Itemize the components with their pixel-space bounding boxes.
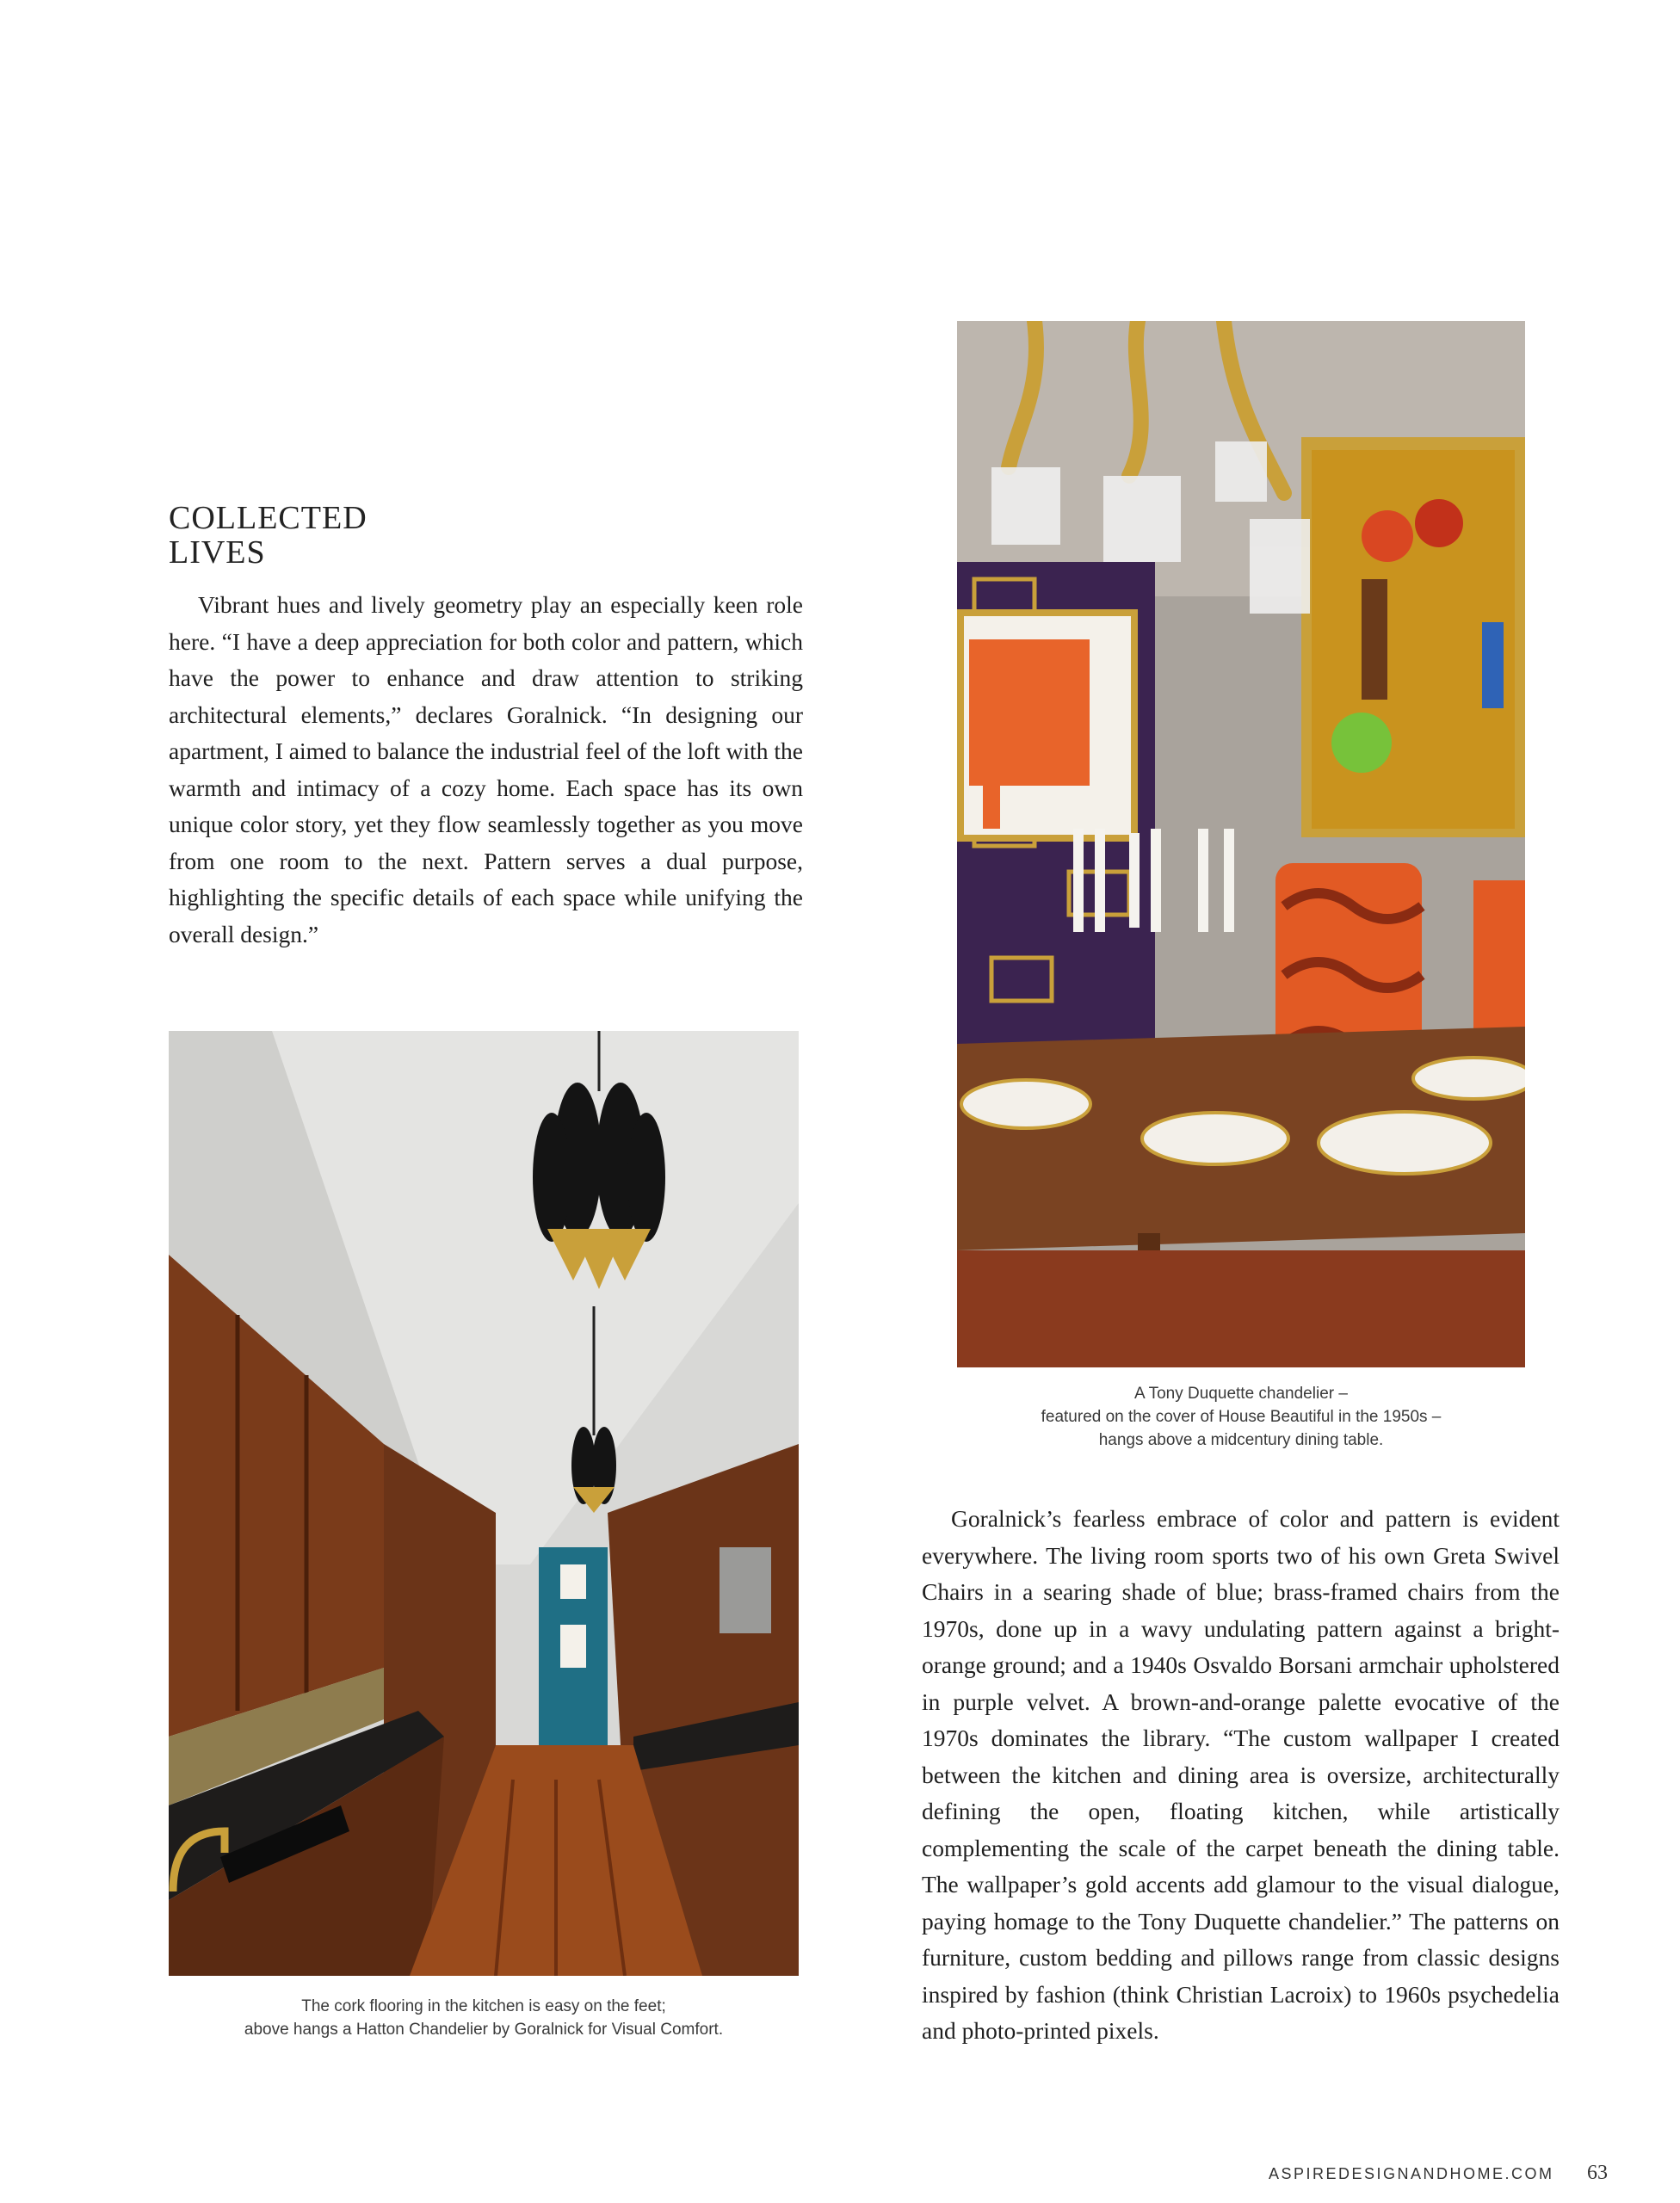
section-heading-line2: LIVES [169, 534, 266, 571]
right-text-block [922, 1501, 1560, 2050]
section-heading-line1: COLLECTED [169, 500, 368, 536]
kitchen-photo [169, 1031, 799, 1976]
page-number: 63 [1587, 2162, 1608, 2184]
dining-caption-line3: hangs above a midcentury dining table. [1098, 1431, 1384, 1449]
dining-caption-line1: A Tony Duquette chandelier – [1134, 1385, 1348, 1403]
page-footer [1269, 2162, 1608, 2185]
kitchen-caption-line1: The cork flooring in the kitchen is easy on the feet; [301, 1997, 666, 2015]
right-paragraph: Goralnick’s fearless embrace of color and pattern is evident everywhere. The living room sports two of his own Greta Swivel Chairs in a searing shade of blue; brass-framed chairs from the 1970s, done up in a wavy undulating pattern against a bright-orange ground; and a 1940s Osvaldo Borsani armchair upholstered in purple velvet. A brown-and-orange palette evocative of the 1970s dominates the library. “The custom wallpaper I created between the kitchen and dining area is oversize, architecturally defining the open, floating kitchen, while artistically complementing the scale of the carpet beneath the dining table. The wallpaper’s gold accents add glamour to the visual dialogue, paying homage to the Tony Duquette chandelier.” The patterns on furniture, custom bedding and pillows range from classic designs inspired by fashion (think Christian Lacroix) to 1960s psychedelia and photo-printed pixels. [922, 1505, 1560, 2044]
footer-site: ASPIREDESIGNANDHOME.COM [1269, 2165, 1554, 2182]
intro-text-block [169, 587, 803, 953]
dining-caption-line2: featured on the cover of House Beautiful in the 1950s – [1041, 1408, 1442, 1426]
dining-photo-caption [957, 1382, 1525, 1452]
section-heading [169, 501, 368, 570]
dining-room-illustration [957, 321, 1525, 1367]
kitchen-illustration [169, 1031, 799, 1976]
kitchen-photo-caption [169, 1995, 799, 2041]
kitchen-caption-line2: above hangs a Hatton Chandelier by Goralnick for Visual Comfort. [244, 2021, 724, 2039]
dining-room-photo [957, 321, 1525, 1367]
intro-paragraph: Vibrant hues and lively geometry play an especially keen role here. “I have a deep appreciation for both color and pattern, which have the power to enhance and draw attention to striking architectural elements,” declares Goralnick. “In designing our apartment, I aimed to balance the industrial feel of the loft with the warmth and intimacy of a cozy home. Each space has its own unique color story, yet they flow seamlessly together as you move from one room to the next. Pattern serves a dual purpose, highlighting the specific details of each space while unifying the overall design.” [169, 591, 803, 947]
